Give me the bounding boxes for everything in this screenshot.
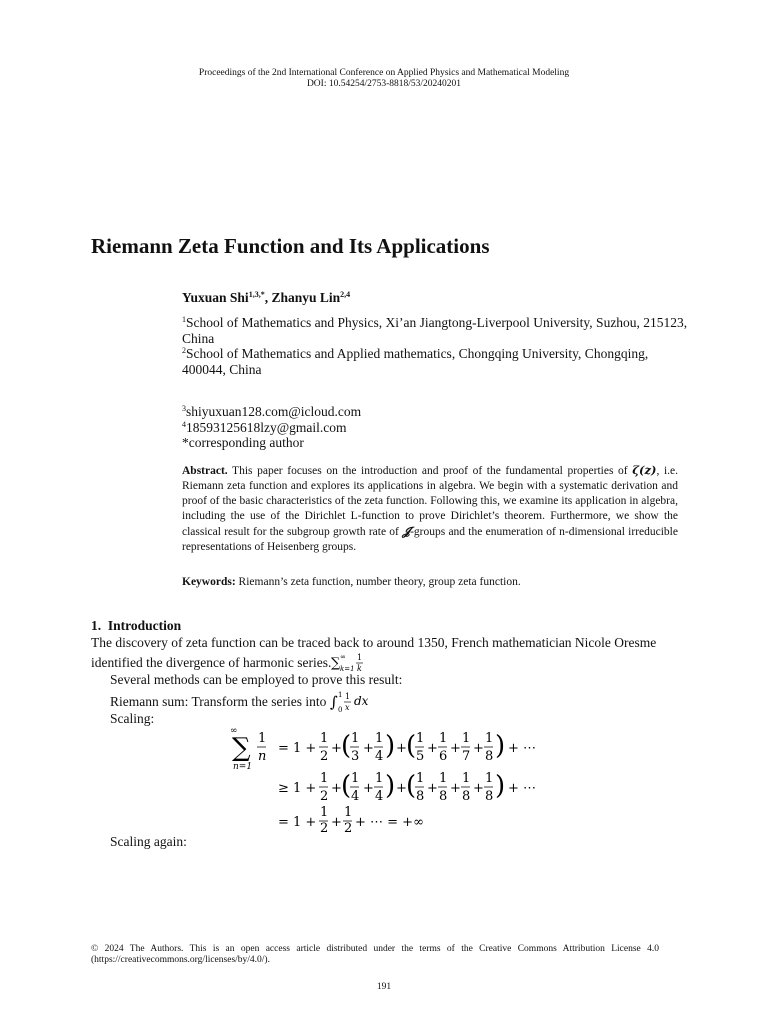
svg-text:8: 8: [485, 749, 494, 764]
email-2: [182, 420, 347, 436]
page-number: 191: [376, 982, 392, 992]
svg-text:1: 1: [485, 731, 494, 746]
svg-text:3: 3: [351, 749, 360, 764]
scaling-again-label: Scaling again:: [110, 834, 187, 849]
author-separator: ,: [264, 290, 272, 305]
svg-text:+: +: [396, 781, 407, 796]
svg-text:4: 4: [351, 789, 360, 804]
running-header-doi: DOI: 10.54254/2753-8818/53/20240201: [306, 79, 462, 89]
svg-text:≥ 1 +: ≥ 1 +: [278, 781, 317, 796]
svg-text:8: 8: [462, 789, 471, 804]
corresponding-author-note: [182, 435, 304, 451]
svg-text:1: 1: [337, 691, 343, 699]
svg-text:1: 1: [320, 805, 329, 820]
svg-text:+ ⋯ = +∞: + ⋯ = +∞: [355, 815, 424, 830]
riemann-sum-text: Riemann sum: Transform the series into: [110, 694, 327, 709]
affiliation-1-marker: 1: [182, 315, 186, 324]
svg-text:n=1: n=1: [233, 762, 253, 772]
license-footnote: © 2024 The Authors. This is an open access article distributed under the terms of the Creative Commons Attribution License 4.0 (https://creativecommons.org/licenses/by/4.0/).: [91, 944, 659, 965]
svg-text:+ ⋯: + ⋯: [508, 781, 537, 796]
email-2-text: 18593125618lzy@gmail.com: [186, 420, 347, 435]
affiliation-2-marker: 2: [182, 346, 186, 355]
abstract-text-3: -groups and the enumeration of n-dimensional irreducible representations of Heisenberg groups.: [182, 526, 678, 553]
svg-text:5: 5: [416, 749, 425, 764]
svg-text:): ): [385, 731, 396, 761]
author-2-affil: 2,4: [340, 290, 351, 299]
svg-text:8: 8: [485, 789, 494, 804]
svg-text:): ): [495, 771, 506, 801]
svg-text:n: n: [258, 749, 267, 764]
harmonic-series-formula: [331, 652, 373, 674]
svg-text:1: 1: [351, 771, 360, 786]
svg-text:+: +: [331, 781, 342, 796]
svg-text:1: 1: [320, 771, 329, 786]
abstract: [182, 463, 678, 555]
svg-text:+: +: [450, 781, 461, 796]
svg-text:2: 2: [320, 789, 329, 804]
svg-text:1: 1: [351, 731, 360, 746]
svg-text:∞: ∞: [230, 726, 238, 736]
svg-text:1: 1: [416, 771, 425, 786]
affiliation-2-text: School of Mathematics and Applied mathematics, Chongqing University, Chongqing, 400044, China: [182, 346, 649, 377]
svg-text:∞: ∞: [340, 653, 347, 661]
svg-text:2: 2: [320, 821, 329, 834]
svg-text:1: 1: [258, 731, 267, 746]
paper-title: Riemann Zeta Function and Its Applications: [91, 234, 490, 258]
svg-text:4: 4: [375, 789, 384, 804]
svg-text:+: +: [331, 741, 342, 756]
svg-text:+: +: [363, 741, 374, 756]
running-header-conference: Proceedings of the 2nd International Conference on Applied Physics and Mathematical Modeling: [198, 68, 570, 78]
intro-paragraph: [91, 633, 681, 674]
section-title: Introduction: [107, 618, 182, 633]
svg-text:(: (: [406, 771, 417, 801]
svg-text:1: 1: [357, 653, 363, 662]
svg-text:dx: dx: [353, 694, 369, 708]
svg-text:+: +: [450, 741, 461, 756]
email-1-marker: 3: [182, 404, 186, 413]
svg-text:k: k: [357, 664, 363, 673]
svg-text:1: 1: [320, 731, 329, 746]
author-1-affil: 1,3,*: [248, 290, 265, 299]
abstract-label: Abstract.: [182, 465, 228, 477]
email-1-text: shiyuxuan128.com@icloud.com: [186, 404, 362, 419]
svg-text:+: +: [331, 815, 342, 830]
corresponding-author-text: *corresponding author: [182, 435, 304, 450]
svg-text:4: 4: [375, 749, 384, 764]
svg-text:+: +: [396, 741, 407, 756]
abstract-text-2: , i.e. Riemann zeta function and explores its applications in algebra. We begin with a systematic derivation and proof of the basic characteristics of the zeta function. Following this, we examine its application in algebra, including the use of the Dirichlet L-function to prove Dirichlet’s theorem. Furthermore, we show the classical result for the subgroup growth rate of: [182, 465, 678, 538]
svg-text:(: (: [406, 731, 417, 761]
svg-text:∑: ∑: [331, 656, 341, 671]
section-number: 1.: [91, 618, 102, 633]
svg-text:2: 2: [320, 749, 329, 764]
svg-text:2: 2: [344, 821, 353, 834]
svg-text:+: +: [363, 781, 374, 796]
svg-text:): ): [385, 771, 396, 801]
svg-text:1: 1: [344, 805, 353, 820]
keywords-label: Keywords:: [182, 576, 236, 588]
svg-text:1: 1: [439, 731, 448, 746]
svg-text:1: 1: [416, 731, 425, 746]
svg-text:+: +: [427, 781, 438, 796]
email-1: [182, 404, 361, 420]
svg-text:1: 1: [485, 771, 494, 786]
keywords-text: Riemann’s zeta function, number theory, group zeta function.: [235, 576, 521, 588]
affiliation-1-text: School of Mathematics and Physics, Xi’an Jiangtong-Liverpool University, Suzhou, 215123, China: [182, 315, 688, 346]
scaling-equation: [228, 722, 548, 834]
svg-text:7: 7: [462, 749, 471, 764]
svg-text:1: 1: [462, 771, 471, 786]
svg-text:= 1 +: = 1 +: [278, 741, 317, 756]
svg-text:= 1 +: = 1 +: [278, 815, 317, 830]
abstract-zeta-symbol: ζ(z): [632, 463, 657, 477]
svg-text:1: 1: [344, 692, 350, 701]
methods-line: Several methods can be employed to prove this result:: [110, 672, 403, 687]
svg-text:8: 8: [439, 789, 448, 804]
abstract-text-1: This paper focuses on the introduction and proof of the fundamental properties of: [227, 465, 633, 477]
svg-text:∑: ∑: [232, 733, 251, 763]
keywords: [182, 576, 521, 588]
svg-text:): ): [495, 731, 506, 761]
svg-text:x: x: [344, 703, 350, 712]
svg-text:+: +: [473, 741, 484, 756]
svg-text:+: +: [427, 741, 438, 756]
svg-text:6: 6: [439, 749, 448, 764]
svg-text:1: 1: [375, 731, 384, 746]
svg-text:8: 8: [416, 789, 425, 804]
svg-text:(: (: [341, 771, 352, 801]
author-list: [182, 290, 350, 306]
svg-text:k=1: k=1: [340, 665, 355, 673]
author-1-name: Yuxuan Shi: [182, 290, 249, 305]
svg-text:(: (: [341, 731, 352, 761]
svg-text:1: 1: [375, 771, 384, 786]
affiliation-2: [182, 346, 692, 377]
author-2-name: Zhanyu Lin: [271, 290, 341, 305]
integral-formula: [330, 690, 370, 714]
svg-text:∫: ∫: [329, 693, 338, 711]
svg-text:+ ⋯: + ⋯: [508, 741, 537, 756]
svg-text:0: 0: [337, 706, 343, 714]
svg-text:+: +: [473, 781, 484, 796]
scaling-label: Scaling:: [110, 711, 155, 726]
affiliation-1: [182, 315, 692, 346]
section-heading-introduction: [91, 618, 181, 634]
abstract-j-symbol: 𝓙: [402, 524, 411, 538]
intro-paragraph-text: The discovery of zeta function can be traced back to around 1350, French mathematician Nicole Oresme identified the divergence of harmonic series.: [91, 635, 657, 670]
email-2-marker: 4: [182, 420, 186, 429]
svg-text:1: 1: [439, 771, 448, 786]
svg-text:1: 1: [462, 731, 471, 746]
